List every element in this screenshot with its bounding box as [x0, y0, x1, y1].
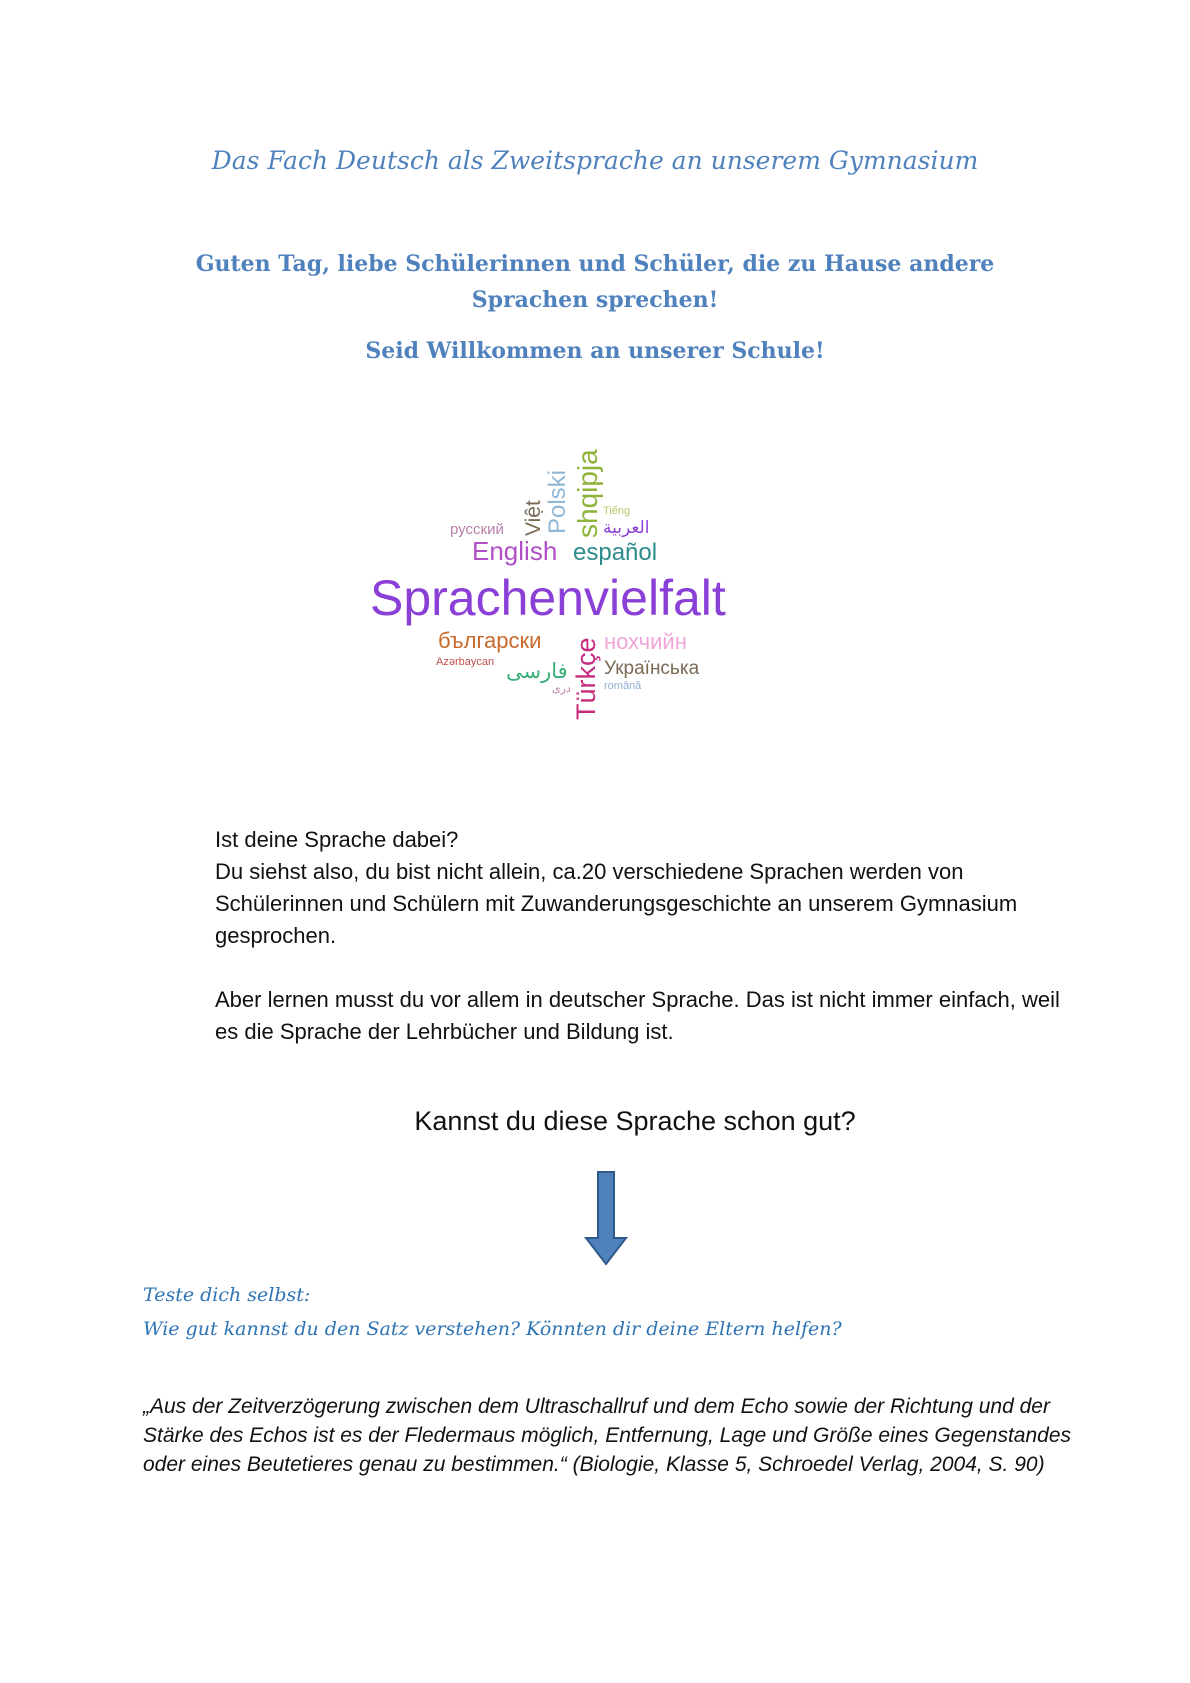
word-viet: Việt: [522, 500, 545, 536]
language-question: Kannst du diese Sprache schon gut?: [414, 1106, 856, 1136]
word-tieng: Tiếng: [603, 505, 631, 517]
self-test-question: Wie gut kannst du den Satz verstehen? Könnten dir deine Eltern helfen?: [143, 1318, 842, 1340]
intro-question: Ist deine Sprache dabei?: [215, 827, 459, 852]
welcome-heading: Seid Willkommen an unserer Schule!: [365, 338, 825, 364]
word-farsi: فارسی: [506, 660, 568, 683]
intro-text: [215, 824, 1075, 1048]
word-espanol: español: [573, 539, 658, 566]
word-sprachenvielfalt: Sprachenvielfalt: [370, 570, 726, 626]
word-shqipja: shqipja: [572, 449, 603, 538]
word-bulgarian: български: [438, 628, 542, 653]
language-word-cloud: [360, 430, 800, 720]
page-title: Das Fach Deutsch als Zweitsprache an unserem Gymnasium: [211, 146, 979, 175]
greeting-heading: Guten Tag, liebe Schülerinnen und Schüler, die zu Hause andere Sprachen sprechen!: [195, 251, 995, 313]
biology-quote: „Aus der Zeitverzögerung zwischen dem Ultraschallruf und dem Echo sowie der Richtung und der Stärke des Echos ist es der Fledermaus möglich, Entfernung, Lage und Größe eines Gegenstandes oder eines Beutetieres genau zu bestimmen.“ (Biologie, Klasse 5, Schroedel Verlag, 2004, S. 90): [143, 1395, 1072, 1476]
word-arabic: العربية: [603, 518, 650, 537]
self-test-prompt: [143, 1278, 1043, 1346]
word-english: English: [472, 536, 558, 566]
word-romana: română: [604, 680, 642, 692]
word-turkce: Türkçe: [571, 637, 601, 720]
self-test-heading: Teste dich selbst:: [143, 1284, 311, 1306]
intro-paragraph-2: Aber lernen musst du vor allem in deutscher Sprache. Das ist nicht immer einfach, weil es die Sprache der Lehrbücher und Bildung ist.: [215, 987, 1060, 1044]
word-nohchiin: нохчийн: [604, 629, 687, 654]
word-russkij: русский: [450, 521, 504, 538]
word-azerbaycan: Azərbaycan: [436, 656, 495, 668]
word-polski: Polski: [544, 469, 571, 534]
intro-paragraph-1: Du siehst also, du bist nicht allein, ca.20 verschiedene Sprachen werden von Schülerinnen und Schülern mit Zuwanderungsgeschichte an unserem Gymnasium gesprochen.: [215, 859, 1018, 948]
word-dari: دری: [552, 683, 571, 695]
arrow-down-icon: [584, 1170, 628, 1266]
word-ukrainian: Українська: [604, 658, 700, 679]
